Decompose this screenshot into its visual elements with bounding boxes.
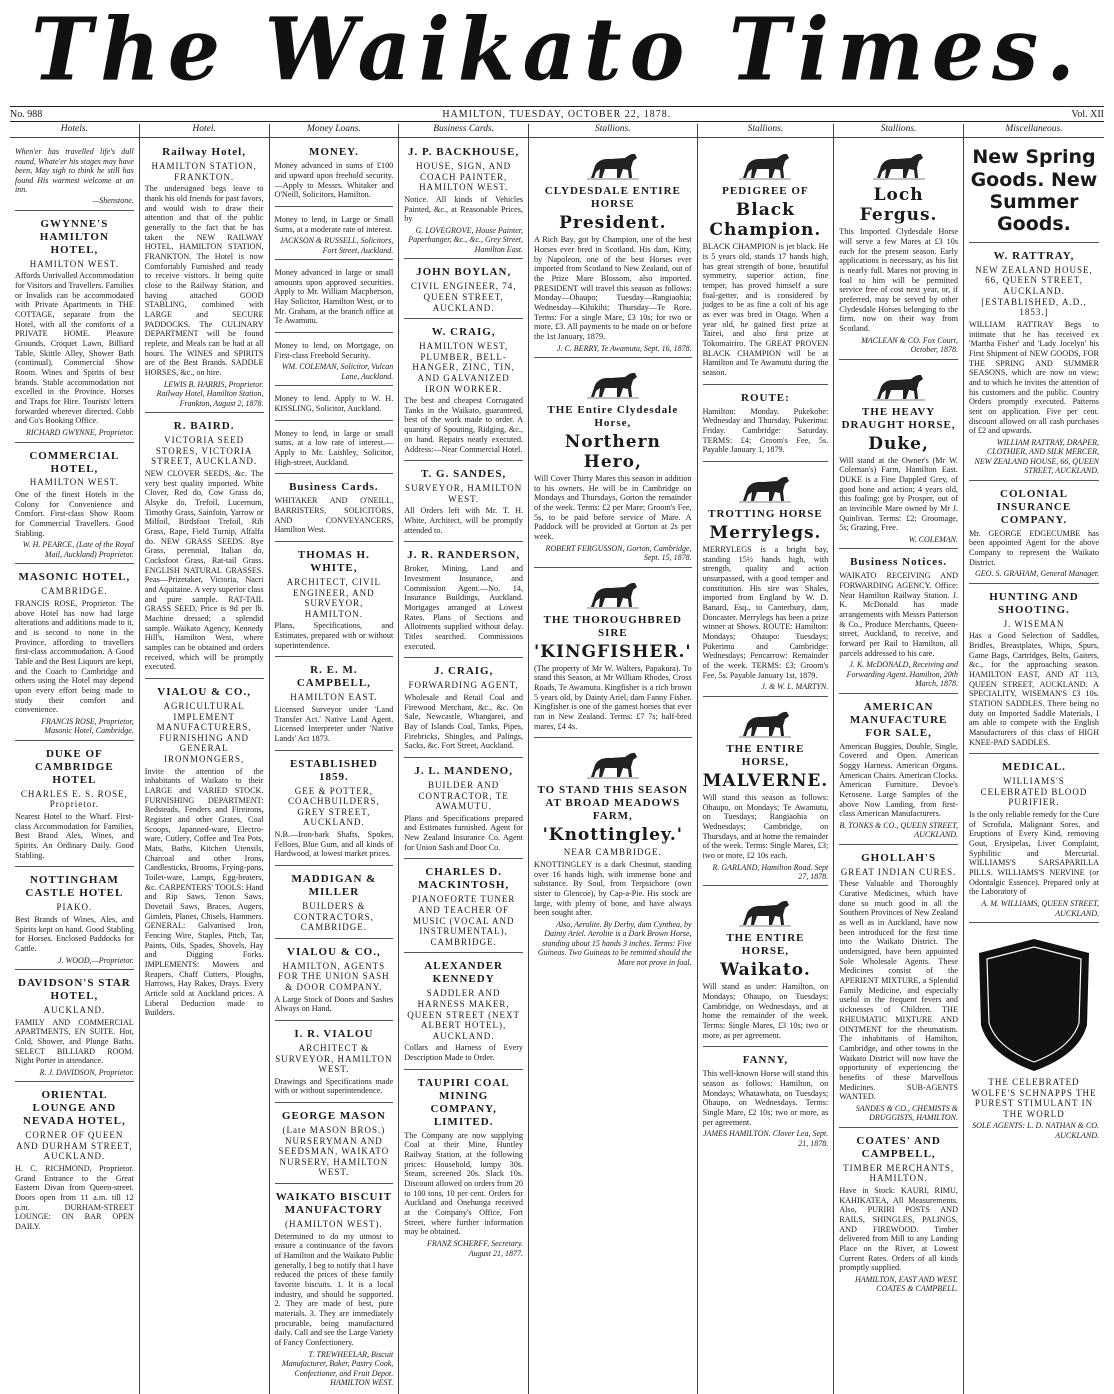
advertisement-signature: MACLEAN & CO. Fox Court, October, 1878. — [861, 335, 958, 355]
advertisement — [145, 416, 264, 679]
advertisement — [15, 870, 134, 970]
volume-number: Vol. XII — [1071, 108, 1104, 120]
advertisement-subtitle: HAMILTON WEST. — [29, 258, 119, 269]
advertisement-headline: Northern Hero, — [564, 431, 661, 472]
advertisement-body: WILLIAM RATTRAY Begs to intimate that he has received ex 'Martha Fisher' and 'Lady Jocelyn' his First Shipment of NEW GOODS, FOR THE SPRING AND SUMMER SEASONS, which are now on view; and to which he invites the attention of his customers and the public. Country Orders promptly executed. Patterns sent on application. Five per cent. discount allowed on all cash purchases of £2 and upwards. — [968, 319, 1099, 436]
advertisement-title: I. R. VIALOU — [294, 1027, 374, 1040]
advertisement-body: Will stand at the Owner's (Mr W. Coleman's) Farm, Hamilton East. DUKE is a Fine Dappled Grey, of good bone and action; 4 years old, this foaling; got by Prosper, out of an invincible Mare owned by Mr J. Quinlivan. Terms: £2; Groomage, 5s; Grazing, Free. — [839, 455, 958, 533]
advertisement — [534, 142, 692, 358]
advertisement-subtitle: AGRICULTURAL IMPLEMENT MANUFACTURERS, FURNISHING AND GENERAL IRONMONGERS, — [156, 701, 252, 765]
advertisement-body: All Orders left with Mr. T. H. White, Architect, will be promptly attended to. — [404, 506, 524, 535]
advertisement-body: KNOTTINGLEY is a dark Chestnut, standing over 16 hands high, with immense bone and substance. By Soul, from Terpsichore (own sister to Glencoe), by Cap-a-Pie. His stock are large, with plenty of bone, and have always been sought after. — [534, 859, 692, 918]
advertisement — [15, 214, 134, 443]
advertisement-subtitle: (Late MASON BROS.) NURSERYMAN AND SEEDSMAN, WAIKATO NURSERY, HAMILTON WEST. — [278, 1125, 390, 1178]
advertisement-signature: B. TONKS & CO., QUEEN STREET, AUCKLAND. — [839, 820, 958, 840]
advertisement-subtitle: CORNER OF QUEEN AND DURHAM STREET, AUCKLAND. — [16, 1130, 133, 1162]
advertisement — [15, 744, 134, 867]
advertisement-body: Is the only reliable remedy for the Cure of Scrofula, Malignant Sores, and Eruptions of Every Kind, removing Gout, Erysipelas, Liver Complaint, Syphilitic and Mercurial. WILLIAMS'S SARSAPARILLA PILLS. WILLIAMS'S NERVINE (or Odontalgic Essence). Prepared only at the Laboratory of — [968, 810, 1099, 897]
advertisement-title: THOMAS H. WHITE, — [297, 549, 370, 574]
advertisement — [15, 567, 134, 741]
advertisement-body: Affords Unrivalled Accommodation for Visitors and Travellers. Families or Invalids can be accommodated with Private Apartments in THE COTTAGE, separate from the Hotel, with all the comforts of a PRIVATE HOME. Pleasure Grounds, Croquet Lawn, Billiard Table, Skittle Alley, Shower Bath (continual), Commercial Show Room. Wines and Spirits of best brands. Stable accommodation not excelled in the Province. Horses and Traps for Hire. Tourists' letters forwarded wherever directed. Cobb and Co's Booking Office. — [15, 271, 134, 426]
advertisement-title: ESTABLISHED 1859. — [289, 757, 378, 783]
advertisement-subtitle: PIAKO. — [56, 902, 93, 913]
advertisement-body: Plans, Specifications, and Estimates, prepared with or without superintendence. — [274, 621, 394, 650]
advertisement-title: CHARLES D. MACKINTOSH, — [418, 866, 510, 892]
advertisement-subtitle: AUCKLAND. — [43, 1004, 106, 1015]
advertisement-signature: R. GARLAND, Hamilton Road. Sept 27, 1878. — [712, 862, 829, 881]
advertisement — [275, 660, 394, 750]
advertisement-headline: 'Knottingley.' — [542, 825, 684, 846]
advertisement — [703, 889, 829, 1047]
advertisement-signature: JAMES HAMILTON. Clover Lea, Sept. 21, 1878. — [703, 1129, 829, 1148]
advertisement-signature: FRANZ SCHERFF, Secretary. August 21, 1877. — [427, 1239, 524, 1258]
advertisement-title: THE THOROUGHBRED SIRE — [543, 613, 682, 639]
advertisement-body: This Imported Clydesdale Horse will serve a few Mares at £3 10s each for the present season. Early applications is necessary, as his list is nearly full. Mares not proving in foal to him will be permitted service free of cost next year, or, if preferred, may be served by other Clydesdale Horses belonging to the firm, now on their way from Scotland. — [839, 227, 958, 334]
advertisement-body: MERRYLEGS is a bright bay, standing 15½ hands high, with strength, quality and action unsurpassed, with a good temper and constitution. His sire was Shales, imported from England by W. D. Banard, Esq., to Canterbury, dam, Doncaster. Merrylegs has been a prize winner at Shows. ROUTE: Hamilton: Mondays; Ohaupo: Tuesdays; Pukerimu and Cambridge: Wednesdays; Pencarrow: Remainder of the week. TERMS: £3; Groom's Fee, 5s. Payable January 1st, 1879. — [702, 545, 829, 680]
column-3 — [270, 124, 400, 1394]
advertisement — [404, 464, 523, 542]
advertisement — [969, 926, 1099, 1144]
advertisement-body: Money advanced in sums of £100 and upward upon freehold security.—Apply to Messrs. Whitaker and O'Neill, Solicitors, Hamilton. — [274, 161, 394, 200]
advertisement-body: (The property of Mr W. Walters, Papakura). To stand this Season, at Mr William Rhodes, Cross Roads, Te Awamutu. Kingfisher is a rich brown 5 years old, by Dainty Ariel, dam Fanny Fisher. Kingfisher is one of the gamest horses that ever ran in New Zealand. Terms: £7 7s; half-bred mares, £4 4s. — [534, 663, 692, 731]
advertisement-title: Railway Hotel, — [162, 146, 246, 159]
column-8 — [964, 124, 1104, 1394]
advertisement — [145, 682, 264, 1024]
advertisement-columns — [10, 124, 1104, 1388]
advertisement — [404, 761, 523, 859]
advertisement-body: The Company are now supplying Coal at their Mine, Huntley Railway Station, at the following prices: Household, lumpy 30s. Steam, screened 20s. Slack 10s. Discount allowed on orders from 20 to 100 tons, 10 per cent. Orders for Auckland and Onehunga received at the Company's Office, Fort Street, where further information may be obtained. — [404, 1130, 524, 1237]
advertisement-body: NEW CLOVER SEEDS, &c. The very best quality imported. White Clover, Red do, Cow Grass do, Alsyke do, Trefoil, Lucernum, Timothy Grass, Sainfoin, Yarrow or Milfoil, Birdsfoot Trefoil, Rib Grass, Rape, Field Turnip, Alfalfa do. NEW GRASS SEEDS. Rye Grass, perennial, Italian do, Cocksfoot Grass, Rat-tail Grass. ENGLISH NATURAL GRASSES. Peas—Prizetaker, Victoria, Nacri and Aquitaine. A very superior class and pure sample. RAT-TAIL GRASS SEED, Price is 9d per lb. Machine dressed; a splendid sample. Waikato Agency, Kennedy Hill's, Hamilton West, where samples can be obtained and orders received, which will be promptly executed. — [144, 468, 264, 672]
advertisement-title: ORIENTAL LOUNGE AND NEVADA HOTEL, — [23, 1089, 126, 1128]
advertisement — [969, 757, 1099, 923]
advertisement — [275, 1106, 394, 1184]
advertisement-signature: J. & W. L. MARTYN. — [761, 682, 829, 692]
advertisement-title: Business Notices. — [850, 556, 948, 569]
advertisement-title: MADDIGAN & MILLER — [291, 873, 377, 898]
advertisement-body: American Buggies, Double, Single, Covered and Open. American Soggy Harness. American Organs. American Chairs. American Clocks. American Furniture. Devoe's Kerosene. Large Samples of the above Now Landing, from first-class American Manufacturers. — [839, 741, 958, 819]
advertisement — [404, 545, 523, 658]
advertisement-title: TO STAND THIS SEASON AT BROAD MEADOWS FARM, — [537, 784, 689, 823]
advertisement-subtitle: HAMILTON STATION, FRANKTON. — [151, 161, 257, 182]
advertisement-title: W. CRAIG, — [431, 326, 496, 339]
advertisement-subtitle: BUILDERS & CONTRACTORS, CAMBRIDGE. — [293, 900, 374, 933]
advertisement — [969, 587, 1099, 755]
advertisement-subtitle: TIMBER MERCHANTS, HAMILTON. — [843, 1162, 955, 1184]
advertisement-title: MONEY. — [308, 146, 359, 159]
advertisement — [15, 142, 134, 211]
advertisement-title: R. E. M. CAMPBELL, — [296, 664, 371, 690]
advertisement-subtitle: HAMILTON EAST. — [290, 692, 378, 703]
advertisement-headline: Waikato. — [720, 960, 811, 981]
advertisement-subtitle: CIVIL ENGINEER, 74, QUEEN STREET, AUCKLAND. — [410, 281, 517, 313]
advertisement-title: VIALOU & CO., — [157, 686, 251, 699]
advertisement-title: W. RATTRAY, — [993, 249, 1075, 262]
emblem-text: THE CELEBRATED WOLFE'S SCHNAPPS THE PUREST STIMULANT IN THE WORLD — [971, 1077, 1097, 1119]
advertisement-signature: J. K. McDONALD, Receiving and Forwarding Agent. Hamilton, 20th March, 1878. — [846, 660, 958, 689]
advertisement-signature: ROBERT FERGUSSON, Gorton, Cambridge, Sept. 15, 1878. — [545, 543, 692, 563]
advertisement-body: Invite the attention of the inhabitants of Waikato to their LARGE and VARIED STOCK. FURNISHING DEPARTMENT: Bedsteads, Fenders and Fireirons, Register and other Grates, Coal Scoops, Japanned-ware, Electro-ware, Cutlery, Coffee and Tea Pots, Mats, Baths, Kitchen Utensils, Charcoal and other Irons, Candlesticks, Brooms, Frying-pans, Toilet-ware, Lamps, Egg-beaters, &c. CARPENTERS' TOOLS: Hand and Rip Saws, Tenon Saws, Dovetail Saws, Braces, Augers, Gimlets, Planes, Chisels, Hammers. GENERAL: Galvanised Iron, Fencing Wire, Staples, Pitch, Tar, Paints, Oils, Spades, Shovels, Hay and Digging Forks. IMPLEMENTS: Mowers and Reapers, Chaff Cutters, Ploughs, Harrows, Hay Rakes, Drays. Every Article sold at Auckland prices. A Liberal Deduction made to Builders. — [144, 766, 264, 1018]
advertisement-title: HUNTING AND SHOOTING. — [989, 590, 1079, 616]
advertisement — [145, 142, 264, 413]
advertisement — [839, 697, 958, 845]
advertisement-subtitle: J. WISEMAN — [1003, 618, 1065, 629]
advertisement-title: Business Cards. — [289, 481, 379, 494]
advertisement-body: Determined to do my utmost to ensure a continuance of the favors of Hamilton and the Waikato Public generally, I beg to notify that I have reduced the prices of these family favorite biscuits. 1. It is a local industry, and should be supported. 2. They are made of best, pure materials. 3. They are immediately procurable, being manufactured daily. Call and see the Large Variety of Fancy Confectionery. — [274, 1231, 394, 1348]
advertisement — [839, 848, 958, 1128]
advertisement-body: N.B.—Iron-bark Shafts, Spokes, Felloes, Blue Gum, and all kinds of Hardwood, at lowest market prices. — [274, 830, 394, 859]
column-7 — [834, 124, 964, 1394]
advertisement-signature: WILLIAM RATTRAY, DRAPER, CLOTHIER, AND SILK MERCER, NEW ZEALAND HOUSE, 66, QUEEN STREET, AUCKLAND. — [974, 437, 1099, 476]
advertisement-title: ALEXANDER KENNEDY — [424, 960, 503, 986]
advertisement-signature: J. C. BERRY, Te Awamutu, Sept. 16, 1878. — [556, 343, 692, 353]
advertisement — [404, 661, 523, 758]
advertisement-subtitle: NEAR CAMBRIDGE. — [563, 847, 662, 858]
column-heading: Business Cards. — [399, 124, 528, 138]
advertisement-signature: WM. COLEMAN, Solicitor, Vulcan Lane, Auckland. — [281, 362, 394, 381]
advertisement-signature: JACKSON & RUSSELL, Solicitors, Fort Street, Auckland. — [279, 236, 394, 255]
advertisement-body: FRANCIS ROSE, Proprietor. The above Hotel has now had large alterations and additions made to it, and is second to none in the Province, affording to travellers first-class accommodation. A Good Table and the Best Liquors are kept, and the Coach to Cambridge and others using the Hotel may depend upon every effort being made to study their comfort and convenience. — [15, 598, 134, 715]
advertisement-title: THE HEAVY DRAUGHT HORSE, — [841, 405, 956, 431]
advertisement-body: One of the finest Hotels in the Colony for Convenience and Comfort. First-class Show Room for Commercial Travellers. Good Stabling. — [15, 490, 134, 538]
advertisement-body: Has a Good Selection of Saddles, Bridles, Breastplates, Whips, Spurs, Game Bags, Cartridges, Belts, Gaiters, &c., for the approaching season. HAMILTON EAST, AND AT 113, QUEEN STREET, AUCKLAND. A SPECIALITY, WISEMAN'S £3 10s. STATION SADDLES. There being no duty on Imported Saddle Materials, I am able to compete with the English Manufacturers of this class of HIGH KNEE-PAD SADDLES. — [968, 631, 1099, 747]
column-1 — [10, 124, 140, 1394]
advertisement-body: Money to lend, in large or small sums, at a low rate of interest.—Apply to Mr. Laishley, Solicitor, High-street, Auckland. — [274, 428, 394, 467]
advertisement-body: Money advanced in large or small amounts upon approved securities. Apply to Mr. William Macpherson, Hay Solicitor, Hamilton West, or to Mr. Graham, at the branch office at Te Awamutu. — [274, 268, 394, 326]
advertisement-body: The undersigned begs leave to thank his old friends for past favors, and would wish to draw their attention and that of the public generally to the fact that he has taken the NEW RAILWAY HOTEL, HAMILTON STATION, FRANKTON. The Hotel is now Comfortably Furnished and ready to receive visitors. It being quite close to the Railway Station, and having attached GOOD STABLING, combined with LARGE and SECURE PADDOCKS. The CULINARY DEPARTMENT will be found replete, and Meals can be had at all hours. The WINES and SPIRITS are of the Best Brands. SADDLE HORSES, &c., on hire. — [144, 184, 264, 378]
column-heading: Miscellaneous. — [964, 124, 1104, 138]
advertisement — [703, 1050, 829, 1152]
advertisement-signature: J. WOOD,—Proprietor. — [58, 955, 134, 965]
advertisement-title: GWYNNE'S HAMILTON HOTEL, — [39, 217, 109, 256]
advertisement — [839, 142, 958, 359]
advertisement — [275, 869, 394, 939]
advertisement-title: PEDIGREE OF — [722, 185, 809, 198]
advertisement-headline: Merrylegs. — [709, 522, 822, 543]
advertisement-title: GEORGE MASON — [281, 1110, 386, 1123]
advertisement-subtitle: PIANOFORTE TUNER AND TEACHER OF MUSIC (VOCAL AND INSTRUMENTAL), CAMBRIDGE. — [411, 894, 516, 947]
advertisement-subtitle: HAMILTON WEST. — [29, 477, 119, 488]
dateline — [10, 106, 1104, 122]
advertisement — [275, 424, 394, 475]
advertisement-body: H. C. RICHMOND, Proprietor. Grand Entrance to the Great Eastern Divan from Queen-street. Doors open from 11 a.m. till 12 p.m. DURHAM-STREET LOUNGE: ON BAR OPEN DAILY. — [15, 1164, 134, 1232]
advertisement-body: Plans and Specifications prepared and Estimates furnished. Agent for New Zealand Insurance Co. Agent for Union Sash and Door Co. — [404, 813, 524, 852]
advertisement-signature: RICHARD GWYNNE, Proprietor. — [26, 428, 134, 438]
advertisement-signature: G. LOVEGROVE, House Painter, Paperhanger, &c., &c., Grey Street, Hamilton East. — [408, 226, 524, 254]
advertisement-headline: 'KINGFISHER.' — [534, 641, 692, 662]
column-heading: Stallions. — [698, 124, 834, 138]
column-heading: Hotel. — [140, 124, 269, 138]
advertisement — [404, 1073, 523, 1262]
advertisement-body: The best and cheapest Corrugated Tanks in the Waikato, guaranteed, best of the work made to order. A quantity of Spouting, Ridging, &c., on hand. Repairs neatly executed. Address:—Near Commercial Hotel. — [404, 396, 524, 454]
advertisement — [703, 388, 829, 462]
advertisement-title: TAUPIRI COAL MINING COMPANY, LIMITED. — [417, 1076, 510, 1128]
advertisement — [275, 477, 394, 542]
advertisement-signature: HAMILTON, EAST AND WEST. COATES & CAMPBELL. — [854, 1274, 958, 1294]
advertisement-body: Licensed Surveyor under 'Land Transfer Act.' Native Land Agent. Licensed Interpreter under 'Native Lands' Act 1873. — [274, 704, 394, 743]
advertisement — [839, 552, 958, 693]
advertisement-title: MEDICAL. — [1002, 761, 1066, 774]
advertisement-title: COMMERCIAL HOTEL, — [29, 449, 120, 475]
advertisement-headline: Duke, — [868, 433, 929, 454]
advertisement-subtitle: FORWARDING AGENT, — [408, 680, 519, 691]
advertisement — [839, 1131, 958, 1298]
advertisement-title: DAVIDSON'S STAR HOTEL, — [18, 976, 131, 1002]
advertisement-signature: SANDES & CO., CHEMISTS & DRUGGISTS, HAMILTON. — [855, 1103, 958, 1123]
advertisement-subtitle: ARCHITECT, CIVIL ENGINEER, AND SURVEYOR, HAMILTON. — [286, 576, 382, 619]
advertisement — [404, 322, 523, 461]
advertisement-title: DUKE OF CAMBRIDGE HOTEL — [35, 747, 114, 786]
advertisement-body: Hamilton: Monday. Pukekohe: Wednesday and Thursday. Pukerimu: Friday. Cambridge: Saturday. TERMS: £4; Groom's Fee, 5s. Payable January 1, 1879. — [702, 406, 829, 455]
advertisement-title: AMERICAN MANUFACTURE FOR SALE, — [849, 700, 948, 739]
horse-illustration — [871, 148, 927, 182]
advertisement-subtitle: GREAT INDIAN CURES. — [840, 866, 957, 877]
advertisement-title: JOHN BOYLAN, — [416, 266, 512, 279]
advertisement-title: MASONIC HOTEL, — [18, 571, 131, 584]
advertisement — [404, 142, 523, 259]
advertisement — [275, 210, 394, 260]
advertisement-body: WAIKATO RECEIVING AND FORWARDING AGENCY. Office: Near Hamilton Railway Station. J. K. McDonald has made arrangements with Messrs Patterson & Co., Produce Merchants, Queen-street, Auckland, to receive, and forward per Rail to Hamilton, all parcels addressed to his care. — [839, 571, 958, 658]
horse-illustration — [871, 369, 927, 403]
advertisement-subtitle: SADDLER AND HARNESS MAKER, QUEEN STREET (NEXT ALBERT HOTEL), AUCKLAND. — [407, 988, 521, 1041]
advertisement-signature: A. M. WILLIAMS, QUEEN STREET, AUCKLAND. — [981, 899, 1099, 918]
advertisement-subtitle: SURVEYOR, HAMILTON WEST. — [405, 483, 523, 504]
advertisement-title: R. BAIRD. — [173, 420, 235, 433]
advertisement-title: THE ENTIRE HORSE, — [726, 742, 805, 768]
advertisement — [275, 545, 394, 657]
advertisement-title: THE ENTIRE HORSE, — [726, 932, 805, 958]
advertisement-signature: W. H. PEARCE, (Late of the Royal Mail, Auckland) Proprietor. — [22, 540, 134, 559]
advertisement — [275, 263, 394, 333]
advertisement-subtitle: VICTORIA SEED STORES, VICTORIA STREET, AUCKLAND. — [151, 435, 258, 467]
advertisement-body: Best Brands of Wines, Ales, and Spirits kept on hand. Good Stabling for Horses. Enclosed Paddocks for Cattle. — [15, 914, 134, 953]
horse-illustration — [585, 747, 641, 781]
advertisement-body: Money to lend, on Mortgage, on First-class Freehold Security. — [274, 341, 394, 360]
advertisement-signature: SOLE AGENTS: L. D. NATHAN & CO. AUCKLAND. — [972, 1121, 1099, 1140]
column-6 — [698, 124, 835, 1394]
advertisement — [275, 142, 394, 207]
advertisement — [534, 741, 692, 971]
column-5 — [529, 124, 698, 1394]
advertisement-subtitle: BUILDER AND CONTRACTOR, TE AWAMUTU. — [418, 779, 509, 812]
advertisement-body: Wholesale and Retail Coal and Firewood Merchant, &c., &c. On Sale, Newcastle, Whangarei, and Bay of Islands Coal, Tanks, Pipes, Firebricks, Shingles, and Palings, Sacks, &c. Fort Street, Auckland. — [404, 692, 524, 751]
advertisement-subtitle: HAMILTON WEST, PLUMBER, BELL-HANGER, ZINC, TIN, AND GALVANIZED IRON WORKER. — [412, 341, 515, 394]
advertisement-title: T. G. SANDES, — [421, 468, 507, 481]
advertisement-body: This well-known Horse will stand this season as follows: Hamilton, on Mondays; Whatawhata, on Tuesdays; Ohaupo, on Wednesdays. Terms: Single Mare, £2 10s; two or more, as per agreement. — [702, 1069, 829, 1127]
advertisement — [404, 262, 523, 319]
advertisement-body: Collars and Harness of Every Description Made to Order. — [404, 1043, 524, 1063]
advertisement — [969, 484, 1099, 584]
advertisement-body: When'er has travelled life's dull round, Whate'er his stages may have been, May sigh to think he still has found His warmest welcome at an inn. — [15, 147, 134, 194]
advertisement — [15, 1085, 134, 1237]
issue-number: No. 988 — [10, 108, 43, 120]
advertisement-headline: Loch Fergus. — [859, 185, 938, 226]
column-heading: Stallions. — [834, 124, 963, 138]
advertisement — [275, 1024, 394, 1103]
advertisement-headline: New Spring Goods. New Summer Goods. — [970, 146, 1098, 236]
advertisement-subtitle: CHARLES E. S. ROSE, Proprietor. — [20, 788, 128, 810]
advertisement-signature: Also, Aerolite. By Derby, dam Cynthea, by Dainty Ariel. Aerolite is a Dark Brown Horse, standing about 15 hands 3 inches. Terms: Five Guineas. Two Guineas to be remitted should the Mare not prove in foal. — [537, 919, 692, 967]
advertisement — [703, 142, 829, 384]
advertisement-subtitle: HAMILTON, AGENTS FOR THE UNION SASH & DOOR COMPANY. — [278, 960, 390, 992]
advertisement-headline: Black Champion. — [709, 200, 822, 241]
advertisement-body: Mr. GEORGE EDGECUMBE has been appointed Agent for the above Company to represent the Waikato District. — [968, 528, 1099, 567]
advertisement-title: J. CRAIG, — [433, 665, 494, 678]
advertisement-title: VIALOU & CO., — [287, 945, 381, 958]
advertisement — [404, 862, 523, 953]
column-heading: Hotels. — [10, 124, 139, 138]
advertisement-body: Have in Stock: KAURI, RIMU, KAHIKATEA, All Measurements. Also, PURIRI POSTS AND RAILS, SHINGLES, PALINGS, AND FIREWOOD. Timber delivered from Mill to any Landing Place on the River, at Lowest Current Rates. Orders of all kinds promptly supplied. — [839, 1185, 958, 1273]
horse-illustration — [585, 148, 641, 182]
wolfes-schnapps-emblem — [969, 935, 1099, 1075]
advertisement-subtitle: GEE & POTTER, COACHBUILDERS, GREY STREET, AUCKLAND. — [288, 785, 380, 828]
advertisement-subtitle: CAMBRIDGE. — [41, 586, 108, 597]
advertisement — [534, 361, 692, 568]
advertisement-body: Drawings and Specifications made with or without superintendence. — [274, 1076, 394, 1096]
advertisement-body: FAMILY AND COMMERCIAL APARTMENTS, EN SUITE. Hot, Cold, Shower, and Plunge Baths. SELECT BILLIARD ROOM. Night Porter in attendance. — [15, 1017, 134, 1066]
advertisement-title: TROTTING HORSE — [708, 508, 823, 520]
advertisement-body: BLACK CHAMPION is jet black. He is 5 years old, stands 17 hands high, has great strength of bone, beautiful symmetry, superior action, fine temper, has proved himself a sure foal-getter, and is considered by judges to be as fine a colt of his age as ever was bred in Otago. When a year old, he gained first prize at Tairei, and also first prize at Tokomairiro. The GREAT PROVEN BLACK CHAMPION will be at Hamilton and Te Awamutu during the season. — [702, 242, 829, 377]
advertisement — [534, 571, 692, 739]
advertisement — [275, 754, 394, 866]
advertisement — [275, 942, 394, 1021]
advertisement-title: GHOLLAH'S — [861, 851, 937, 864]
advertisement — [969, 246, 1099, 481]
advertisement — [15, 973, 134, 1082]
advertisement-subtitle: HOUSE, SIGN, AND COACH PAINTER, HAMILTON WEST. — [416, 161, 512, 193]
horse-illustration — [737, 706, 793, 740]
advertisement — [275, 336, 394, 386]
horse-illustration — [585, 367, 641, 401]
advertisement-signature: R. J. DAVIDSON, Proprietor. — [39, 1067, 134, 1077]
advertisement-body: These Valuable and Thoroughly Curative Medicines, which have done so much good in all the Southern Provinces of New Zealand as well as in Auckland, have now been introduced for the first time into the Waikato District. The undersigned, have been appointed Sole Wholesale Agents. These Medicines consist of the APERIENT MIXTURE, a Splendid Family Medicine, and especially useful in the frequent fevers and sicknesses of Children. THE RHEUMATIC MIXTURE AND OINTMENT for the rheumatism. The inhabitants of Hamilton, Cambridge, and other towns in the Waikato District will now have the opportunity of experiencing the benefits of these Marvellous Medicines. SUB-AGENTS WANTED. — [839, 879, 958, 1102]
advertisement-title: NOTTINGHAM CASTLE HOTEL — [25, 874, 124, 900]
advertisement — [275, 1187, 394, 1391]
advertisement-body: Will stand as under: Hamilton, on Mondays; Ohaupo, on Tuesdays; Cambridge, on Wednesdays, and at home the remainder of the week. Terms: Single Mares, £3 10s; two or more, as per agreement. — [702, 982, 829, 1040]
advertisement-signature: W. COLEMAN. — [908, 534, 958, 544]
advertisement — [969, 142, 1099, 243]
advertisement — [703, 465, 829, 697]
horse-illustration — [585, 577, 641, 611]
column-heading: Stallions. — [529, 124, 697, 138]
advertisement-headline: President. — [559, 213, 667, 234]
advertisement-headline: MALVERNE. — [702, 770, 829, 791]
horse-illustration — [737, 148, 793, 182]
advertisement-body: Broker, Mining, Land and Investment Insurance, and Commission Agent.—No. 14, Insurance Buildings, Auckland. Mortgages arranged at Lowest Rates. Plans of Sections and Allotments supplied without delay. Titles searched. Commissions executed. — [404, 564, 524, 651]
advertisement-subtitle: NEW ZEALAND HOUSE, 66, QUEEN STREET, AUCKLAND. [ESTABLISHED, A.D., 1853.] — [975, 264, 1093, 318]
advertisement-body: A Large Stock of Doors and Sashes Always on Hand. — [274, 994, 394, 1014]
advertisement — [275, 389, 394, 420]
advertisement-title: FANNY, — [742, 1054, 789, 1067]
column-4 — [399, 124, 529, 1394]
masthead — [10, 0, 1104, 101]
advertisement-title: WAIKATO BISCUIT MANUFACTORY — [275, 1191, 393, 1217]
advertisement-subtitle: (HAMILTON WEST). — [284, 1219, 383, 1230]
advertisement-title: COATES' AND CAMPBELL, — [856, 1134, 941, 1160]
advertisement-title: J. P. BACKHOUSE, — [408, 146, 520, 159]
advertisement-body: Nearest Hotel to the Wharf. First-class Accommodation for Families, Best Brand Ales, Wines, and Spirits. An Ordinary Daily. Good Stabling. — [15, 811, 134, 860]
advertisement — [703, 700, 829, 887]
advertisement — [15, 446, 134, 565]
advertisement — [404, 956, 523, 1069]
advertisement-title: J. R. RANDERSON, — [407, 549, 521, 562]
advertisement-signature: FRANCIS ROSE, Proprietor, Masonic Hotel, Cambridge. — [41, 716, 134, 736]
advertisement-title: J. L. MANDENO, — [414, 765, 513, 777]
advertisement-signature: —Shenstone. — [92, 196, 134, 206]
advertisement-body: Notice. All kinds of Vehicles Painted, &c., at Reasonable Prices, by — [404, 195, 524, 224]
advertisement-body: Will Cover Thirty Mares this season in addition to his owners. He will be in Cambridge on Mondays and Thursdays, Gorton the remainder of the week. Terms: £2 per Mare; Groom's Fee, 5s, to be paid before service of Mare. A Paddock will be provided at Gorton at 2s per week. — [534, 474, 692, 542]
horse-illustration — [737, 895, 793, 929]
advertisement-body: Will stand this season as follows: Ohaupo, on Mondays; Te Awamutu, on Tuesdays; Rangiaohia on Wednesdays; Cambridge, on Thursdays, and at home the remainder of the week. Terms: Single Mares, £3; two or more, £2 10s each. — [702, 792, 829, 860]
advertisement-title: COLONIAL INSURANCE COMPANY. — [996, 487, 1072, 526]
horse-illustration — [737, 471, 793, 505]
advertisement-subtitle: ARCHITECT & SURVEYOR, HAMILTON WEST. — [275, 1042, 393, 1075]
advertisement-body: WHITAKER AND O'NEILL, BARRISTERS, SOLICITORS, AND CONVEYANCERS, Hamilton West. — [274, 496, 394, 535]
newspaper-title: The Waikato Times. — [31, 0, 1083, 101]
advertisement-body: Money to lend. Apply to W. H. KISSLING, Solicitor, Auckland. — [274, 394, 394, 413]
advertisement-subtitle: WILLIAMS'S CELEBRATED BLOOD PURIFIER. — [980, 776, 1088, 808]
column-2 — [140, 124, 270, 1394]
advertisement-signature: T. TREWHEELAR, Biscuit Manufacturer, Baker, Pastry Cook, Confectioner, and Fruit Depot. HAMILTON WEST. — [282, 1349, 394, 1388]
advertisement-signature: LEWIS B. HARRIS, Proprietor. Railway Hotel, Hamilton Station, Frankton, August 2, 1878. — [156, 379, 264, 408]
advertisement-body: A Rich Bay, got by Champion, one of the best Horses ever bred in Scotland. His dam, Kitty, by Napoleon, one of the best Horses ever imported from Scotland to New Zealand, out of the Prize Mare Blossom, also imported. PRESIDENT will travel this season as follows: Monday—Ohaupo; Tuesday—Rangiaohia; Wednesday—Kihikihi; Thursday—Te Rore. Terms: For a single Mare, £3 10s; for two or more, £3. All payments to be made on or before the 1st January, 1879. — [534, 235, 692, 341]
advertisement-title: CLYDESDALE ENTIRE HORSE — [544, 185, 681, 211]
advertisement-body: Money to lend, in Large or Small Sums, at a moderate rate of interest. — [274, 214, 394, 234]
advertisement-signature: GEO. S. GRAHAM, General Manager. — [975, 569, 1099, 579]
advertisement-title: THE Entire Clydesdale Horse, — [547, 404, 679, 429]
advertisement-title: ROUTE: — [741, 391, 790, 404]
issue-date: HAMILTON, TUESDAY, OCTOBER 22, 1878. — [442, 108, 672, 120]
column-heading: Money Loans. — [270, 124, 399, 138]
advertisement — [839, 363, 958, 550]
